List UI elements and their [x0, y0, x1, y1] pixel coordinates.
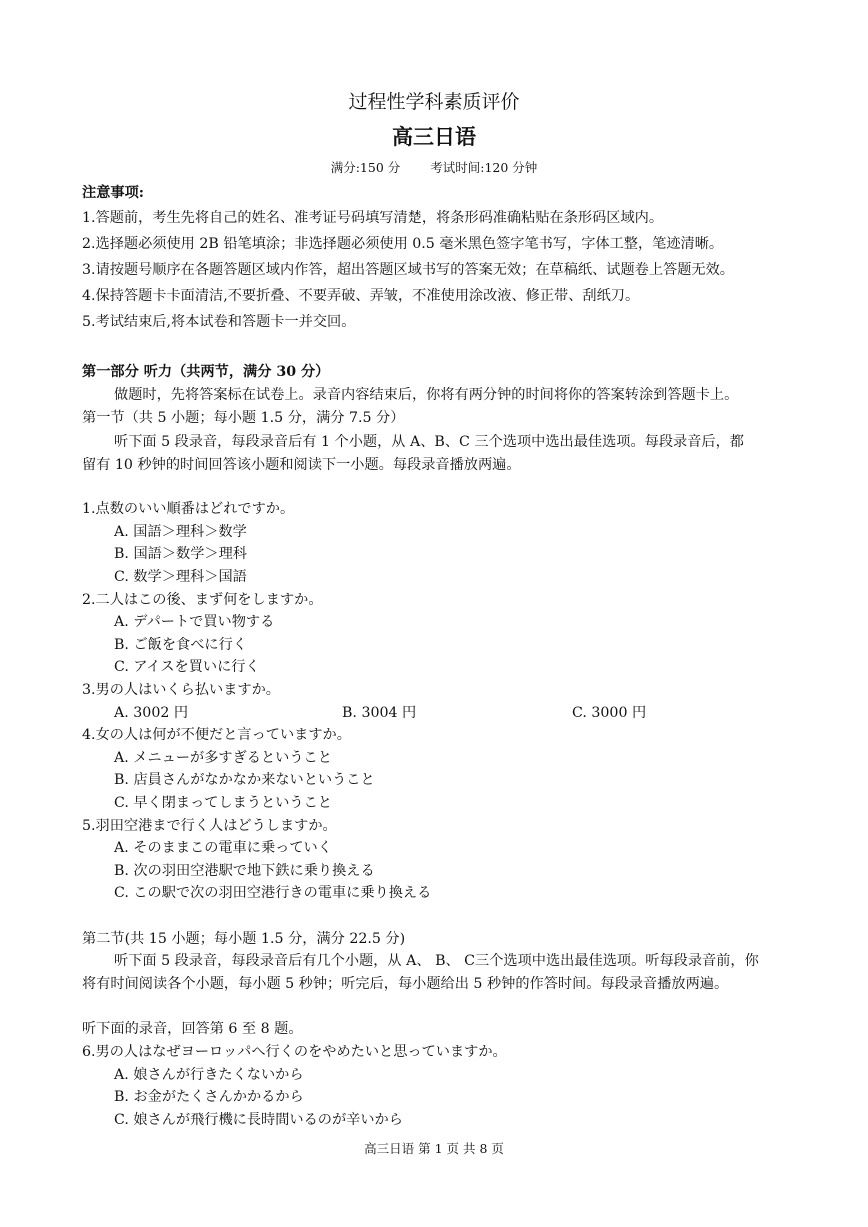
question-3-option-b: B. 3004 円	[342, 705, 417, 721]
section1-intro: 留有 10 秒钟的时间回答该小题和阅读下一小题。每段录音播放两遍。	[82, 457, 521, 473]
part1-heading: 第一部分 听力（共两节，满分 30 分）	[82, 364, 330, 380]
question-3: 3.男の人はいくら払いますか。	[82, 682, 280, 698]
question-4-option-b: B. 店員さんがなかなか来ないということ	[114, 772, 375, 788]
listen-instruction: 听下面的录音，回答第 6 至 8 题。	[82, 1021, 303, 1037]
exam-title: 过程性学科素质评价	[348, 91, 520, 113]
question-5-option-c: C. この駅で次の羽田空港行きの電車に乗り換える	[114, 885, 432, 901]
question-2: 2.二人はこの後、まず何をしますか。	[82, 592, 323, 608]
note-item: 1.答题前，考生先将自己的姓名、准考证号码填写清楚，将条形码准确粘贴在条形码区域内。	[82, 210, 664, 226]
question-2-option-b: B. ご飯を食べに行く	[114, 637, 247, 653]
section1-intro: 听下面 5 段录音，每段录音后有 1 个小题，从 A、B、C 三个选项中选出最佳选项。每段录音后，都	[114, 434, 744, 450]
question-6: 6.男の人はなぜヨーロッパへ行くのをやめたいと思っていますか。	[82, 1044, 507, 1060]
question-3-option-a: A. 3002 円	[114, 705, 189, 721]
question-1-option-c: C. 数学＞理科＞国語	[114, 569, 247, 585]
page-footer: 高三日语 第 1 页 共 8 页	[364, 1141, 504, 1156]
section2-intro: 听下面 5 段录音，每段录音后有几个小题，从 A、 B、 C三个选项中选出最佳选项。听每段录音前，你	[114, 953, 759, 969]
question-5-option-b: B. 次の羽田空港駅で地下鉄に乗り換える	[114, 863, 375, 879]
section1-heading: 第一节（共 5 小题；每小题 1.5 分，满分 7.5 分）	[82, 410, 405, 426]
section2-heading: 第二节(共 15 小题；每小题 1.5 分，满分 22.5 分)	[82, 931, 406, 947]
question-1: 1.点数のいい順番はどれですか。	[82, 501, 295, 517]
question-5-option-a: A. そのままこの電車に乗っていく	[114, 840, 332, 856]
question-1-option-a: A. 国語＞理科＞数学	[114, 524, 247, 540]
section2-intro: 将有时间阅读各个小题，每小题 5 秒钟；听完后，每小题给出 5 秒钟的作答时间。每段录音播放两遍。	[82, 976, 729, 992]
part1-intro: 做题时，先将答案标在试卷上。录音内容结束后，你将有两分钟的时间将你的答案转涂到答题卡上。	[114, 387, 739, 403]
note-item: 3.请按题号顺序在各题答题区域内作答，超出答题区域书写的答案无效；在草稿纸、试题卷上答题无效。	[82, 262, 734, 278]
note-item: 5.考试结束后,将本试卷和答题卡一并交回。	[82, 314, 356, 330]
question-2-option-a: A. デパートで買い物する	[114, 614, 275, 630]
question-6-option-c: C. 娘さんが飛行機に長時間いるのが辛いから	[114, 1112, 403, 1128]
note-item: 2.选择题必须使用 2B 铅笔填涂；非选择题必须使用 0.5 毫米黑色签字笔书写，字体工整，笔迹清晰。	[82, 236, 724, 252]
question-1-option-b: B. 国語＞数学＞理科	[114, 546, 247, 562]
subject-title: 高三日语	[392, 125, 476, 149]
notes-heading: 注意事项:	[82, 185, 144, 201]
exam-time: 考试时间:120 分钟	[430, 160, 538, 175]
question-5: 5.羽田空港まで行く人はどうしますか。	[82, 818, 337, 834]
question-4-option-a: A. メニューが多すぎるということ	[114, 750, 332, 766]
full-score: 满分:150 分	[330, 160, 401, 175]
exam-meta	[0, 158, 868, 178]
question-6-option-a: A. 娘さんが行きたくないから	[114, 1067, 304, 1083]
question-3-option-c: C. 3000 円	[572, 705, 647, 721]
question-4-option-c: C. 早く閉まってしまうということ	[114, 795, 332, 811]
note-item: 4.保持答题卡卡面清洁,不要折叠、不要弄破、弄皱，不准使用涂改液、修正带、刮纸刀。	[82, 288, 640, 304]
question-4: 4.女の人は何が不便だと言っていますか。	[82, 727, 351, 743]
question-6-option-b: B. お金がたくさんかかるから	[114, 1089, 304, 1105]
question-2-option-c: C. アイスを買いに行く	[114, 659, 260, 675]
